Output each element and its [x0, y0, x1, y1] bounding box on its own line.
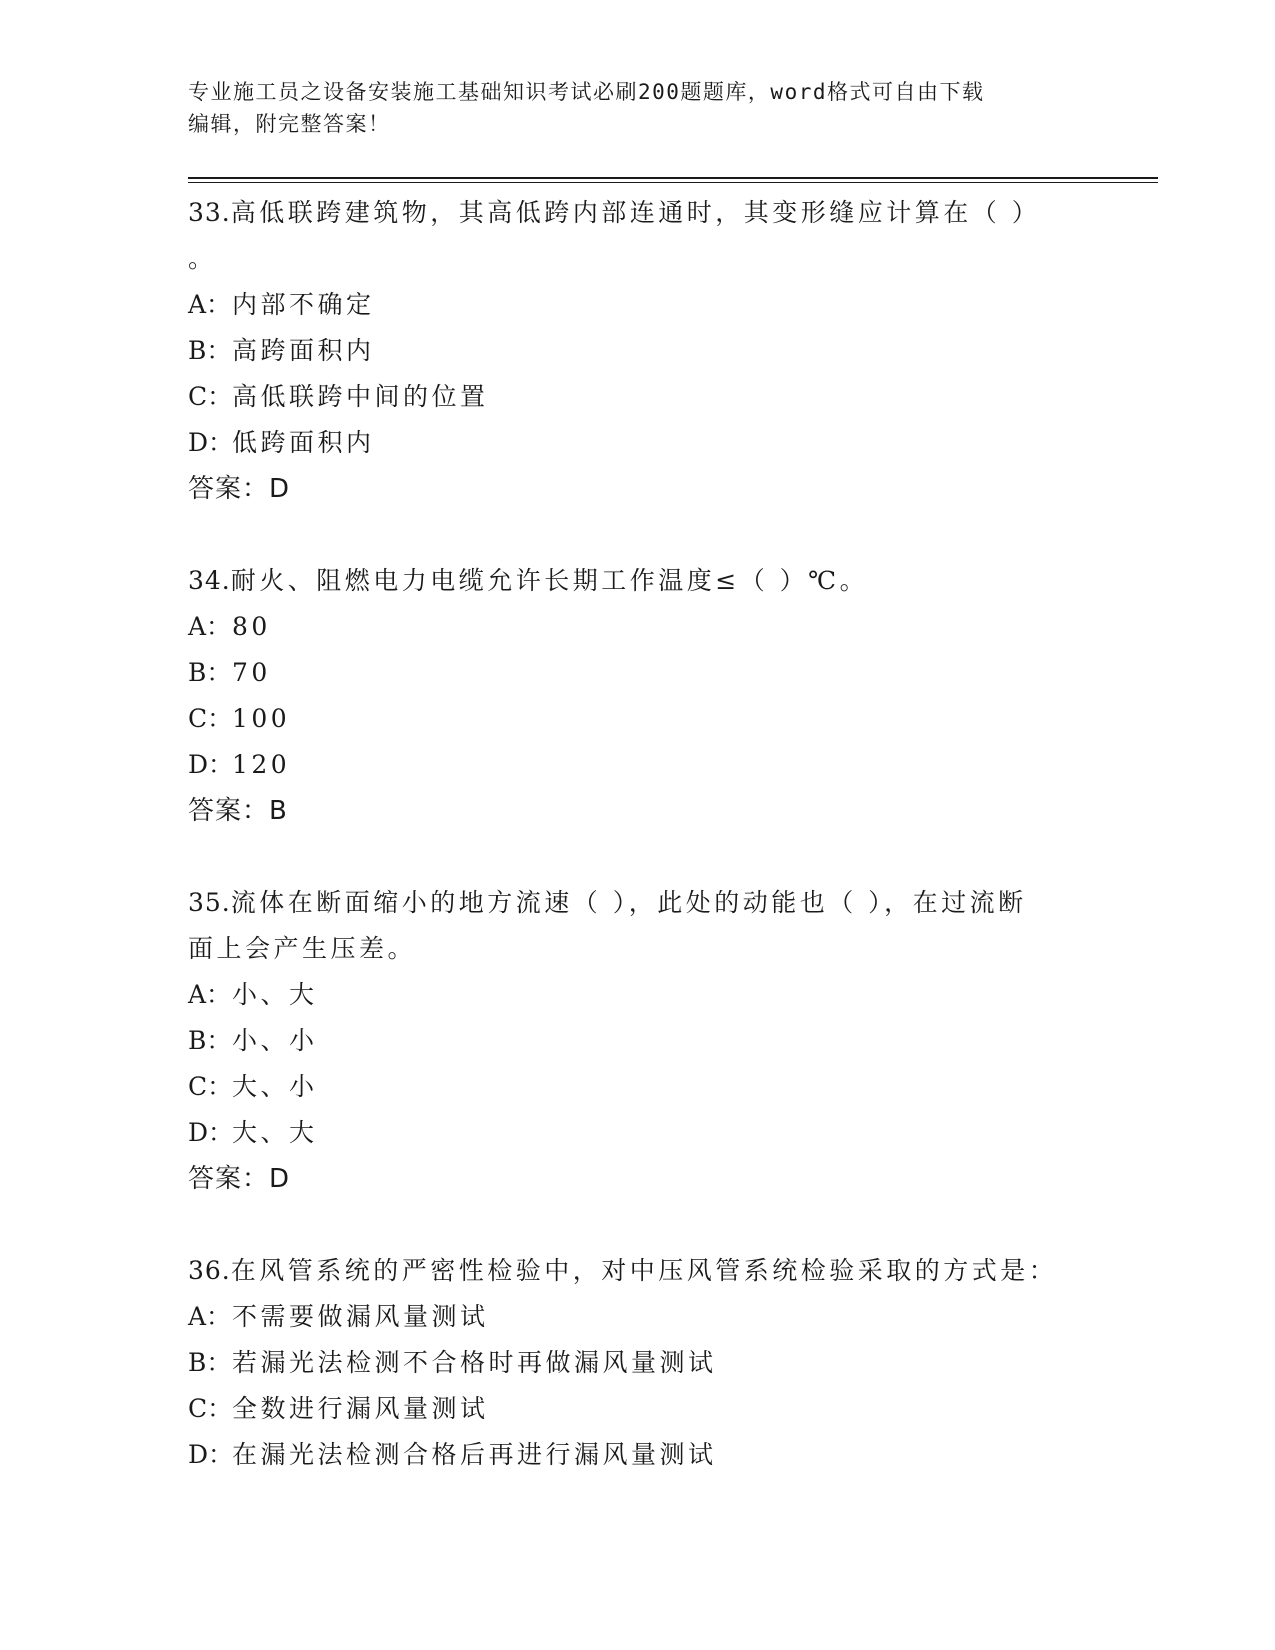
option-text: 内部不确定 — [232, 290, 375, 319]
option-key: A： — [188, 612, 232, 641]
option-key: D： — [188, 1118, 234, 1147]
question-35 — [188, 880, 1088, 1202]
option-text: 小、小 — [232, 1026, 318, 1055]
option-text: 大、大 — [232, 1118, 318, 1147]
option-a — [188, 282, 1088, 328]
question-number: 34. — [188, 566, 231, 595]
option-d — [188, 420, 1088, 466]
option-text: 高低联跨中间的位置 — [232, 382, 489, 411]
question-36 — [188, 1248, 1088, 1478]
option-text: 80 — [232, 612, 271, 641]
option-key: A： — [188, 290, 232, 319]
question-stem-line — [188, 1248, 1088, 1294]
option-key: D： — [188, 428, 234, 457]
option-text: 不需要做漏风量测试 — [232, 1302, 489, 1331]
option-key: B： — [188, 1026, 232, 1055]
header-line-2: 编辑，附完整答案！ — [188, 112, 391, 136]
option-text: 120 — [232, 750, 291, 779]
option-key: C： — [188, 704, 233, 733]
option-key: C： — [188, 382, 233, 411]
question-text: 。 — [188, 244, 217, 273]
option-d — [188, 742, 1088, 788]
question-stem-line — [188, 236, 1088, 282]
option-c — [188, 696, 1088, 742]
question-text: 耐火、阻燃电力电缆允许长期工作温度≤（ ）℃。 — [230, 566, 869, 595]
question-number: 36. — [188, 1256, 231, 1285]
question-text: 面上会产生压差。 — [188, 934, 417, 963]
option-text: 低跨面积内 — [232, 428, 375, 457]
document-header — [188, 76, 1088, 140]
question-34 — [188, 558, 1088, 834]
option-text: 小、大 — [232, 980, 318, 1009]
question-stem-line — [188, 880, 1088, 926]
option-a — [188, 604, 1088, 650]
question-stem-line — [188, 190, 1088, 236]
option-c — [188, 1386, 1088, 1432]
option-key: B： — [188, 658, 232, 687]
option-c — [188, 1064, 1088, 1110]
question-stem-line — [188, 558, 1088, 604]
option-key: D： — [188, 1440, 234, 1469]
question-list — [188, 190, 1088, 1524]
option-text: 70 — [232, 658, 271, 687]
option-key: B： — [188, 1348, 232, 1377]
option-text: 在漏光法检测合格后再进行漏风量测试 — [232, 1440, 717, 1469]
option-text: 全数进行漏风量测试 — [232, 1394, 489, 1423]
option-key: B： — [188, 336, 232, 365]
option-key: D： — [188, 750, 234, 779]
option-b — [188, 328, 1088, 374]
question-stem-line — [188, 926, 1088, 972]
option-b — [188, 650, 1088, 696]
header-rule-thick — [188, 177, 1158, 179]
option-d — [188, 1432, 1088, 1478]
header-rule-thin — [188, 182, 1158, 183]
question-text: 流体在断面缩小的地方流速（ ），此处的动能也（ ），在过流断 — [230, 888, 1027, 917]
option-b — [188, 1340, 1088, 1386]
answer-label: 答案：B — [188, 796, 288, 826]
question-33 — [188, 190, 1088, 512]
option-key: C： — [188, 1394, 233, 1423]
header-line-1: 专业施工员之设备安装施工基础知识考试必刷200题题库，word格式可自由下载 — [188, 80, 985, 104]
option-text: 若漏光法检测不合格时再做漏风量测试 — [232, 1348, 717, 1377]
option-a — [188, 1294, 1088, 1340]
option-key: A： — [188, 1302, 232, 1331]
question-text: 高低联跨建筑物，其高低跨内部连通时，其变形缝应计算在（ ） — [230, 198, 1041, 227]
question-number: 35. — [188, 888, 231, 917]
option-text: 100 — [232, 704, 291, 733]
option-key: C： — [188, 1072, 233, 1101]
option-d — [188, 1110, 1088, 1156]
option-text: 大、小 — [232, 1072, 318, 1101]
question-number: 33. — [188, 198, 231, 227]
option-a — [188, 972, 1088, 1018]
option-c — [188, 374, 1088, 420]
answer-label: 答案：D — [188, 474, 291, 504]
question-text: 在风管系统的严密性检验中，对中压风管系统检验采取的方式是： — [230, 1256, 1058, 1285]
option-b — [188, 1018, 1088, 1064]
option-key: A： — [188, 980, 232, 1009]
option-text: 高跨面积内 — [232, 336, 375, 365]
answer-label: 答案：D — [188, 1164, 291, 1194]
